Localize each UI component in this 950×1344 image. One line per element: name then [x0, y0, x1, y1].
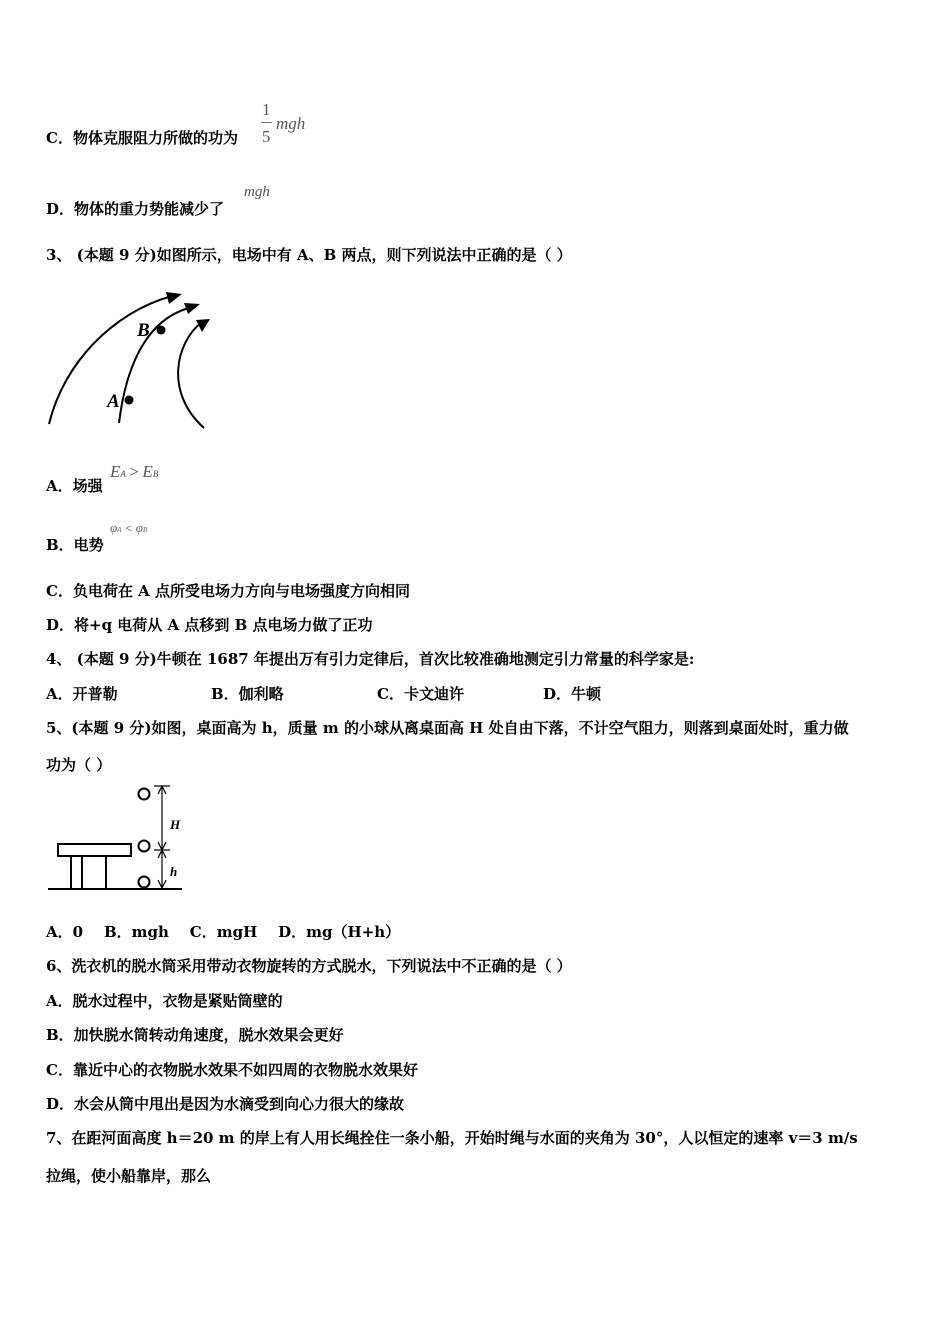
- q4-option-b[interactable]: B．伽利略: [211, 685, 284, 703]
- q4-option-c[interactable]: C．卡文迪许: [377, 685, 464, 703]
- field-line-right: [178, 322, 204, 428]
- q5-stem-line2: 功为（ ）: [46, 756, 112, 774]
- point-a-label: A: [107, 391, 120, 412]
- ball-floor: [139, 877, 150, 888]
- q3-option-a-formula: EA > EB: [110, 462, 159, 481]
- q2-option-c-fraction-bar: [261, 122, 272, 123]
- q6-option-b[interactable]: B．加快脱水筒转动角速度，脱水效果会更好: [46, 1026, 344, 1044]
- q2-option-d-expr: mgh: [244, 184, 270, 200]
- q6-stem: 6、洗衣机的脱水筒采用带动衣物旋转的方式脱水，下列说法中不正确的是（ ）: [46, 957, 572, 975]
- q3-option-b-formula: φA < φB: [110, 520, 148, 535]
- q2-option-c[interactable]: [46, 128, 238, 148]
- q6-option-c[interactable]: C．靠近中心的衣物脱水效果不如四周的衣物脱水效果好: [46, 1061, 418, 1079]
- q2-option-c-expr: mgh: [276, 114, 306, 133]
- point-a-dot: [125, 396, 134, 405]
- field-line-left-arrow: [166, 292, 182, 304]
- q6-option-d[interactable]: D．水会从筒中甩出是因为水滴受到向心力很大的缘故: [46, 1095, 405, 1113]
- q2-option-c-label: C．物体克服阻力所做的功为: [46, 129, 238, 147]
- q4-stem: 4、 (本题 9 分)牛顿在 1687 年提出万有引力定律后，首次比较准确地测定引力常量的科学家是:: [46, 650, 695, 668]
- q3-option-a-label: A．场强: [46, 477, 103, 495]
- label-h: h: [170, 864, 178, 879]
- table-top: [58, 844, 131, 856]
- field-line-middle-arrow: [184, 303, 200, 314]
- q2-option-d[interactable]: [46, 199, 224, 219]
- q4-option-d[interactable]: D．牛顿: [543, 685, 602, 703]
- q3-option-a[interactable]: [46, 476, 103, 496]
- ball-top: [139, 789, 150, 800]
- q3-option-d[interactable]: D．将+q 电荷从 A 点移到 B 点电场力做了正功: [46, 616, 373, 634]
- q5-options[interactable]: A．0 B．mgh C．mgH D．mg（H+h）: [46, 923, 401, 941]
- q3-option-c[interactable]: C．负电荷在 A 点所受电场力方向与电场强度方向相同: [46, 582, 411, 600]
- q3-electric-field-figure: [44, 282, 224, 432]
- label-H: H: [170, 817, 181, 832]
- q6-option-a[interactable]: A．脱水过程中，衣物是紧贴筒壁的: [46, 992, 283, 1010]
- q5-stem-line1: 5、(本题 9 分)如图，桌面高为 h，质量 m 的小球从离桌面高 H 处自由下落，不计空气阻力，则落到桌面处时，重力做: [46, 719, 849, 737]
- q3-option-b-label: B．电势: [46, 536, 104, 554]
- q2-option-d-label: D．物体的重力势能减少了: [46, 200, 225, 218]
- ball-table: [139, 841, 150, 852]
- q3-option-b[interactable]: [46, 535, 104, 555]
- q3-stem: 3、 (本题 9 分)如图所示，电场中有 A、B 两点，则下列说法中正确的是（ ）: [46, 246, 572, 264]
- q2-option-c-fraction-numerator: 1: [262, 100, 271, 119]
- point-b-label: B: [137, 320, 150, 341]
- q7-stem-line2: 拉绳，使小船靠岸，那么: [46, 1167, 212, 1185]
- q4-option-a[interactable]: A．开普勒: [46, 685, 118, 703]
- q7-stem-line1: 7、在距河面高度 h＝20 m 的岸上有人用长绳拴住一条小船，开始时绳与水面的夹角为 30°，人以恒定的速率 v＝3 m/s: [46, 1129, 858, 1147]
- q5-table-figure: [44, 782, 184, 894]
- point-b-dot: [157, 326, 166, 335]
- q2-option-c-fraction-denominator: 5: [262, 127, 271, 146]
